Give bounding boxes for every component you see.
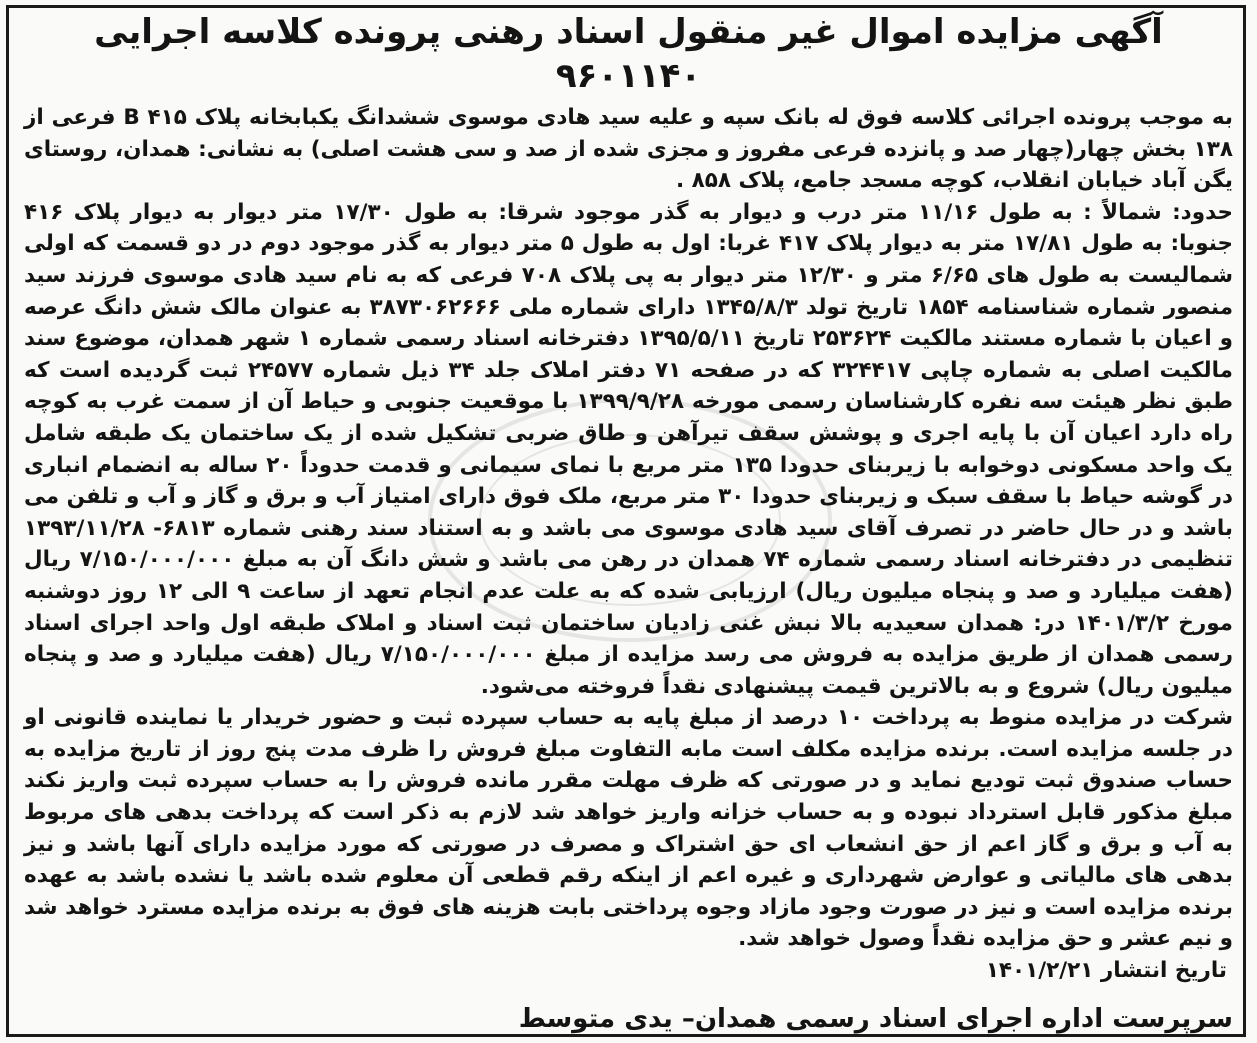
publication-date: تاریخ انتشار ۱۴۰۱/۲/۲۱ — [985, 958, 1227, 984]
signature-line: سرپرست اداره اجرای اسناد رسمی همدان– یدی متوسط — [518, 1004, 1233, 1034]
notice-body — [24, 10, 1233, 987]
notice-paragraph-boundaries: حدود: شمالاً : به طول ۱۱/۱۶ متر درب و دیوار به گذر موجود شرقا: به طول ۱۷/۳۰ متر دیوار به دیوار پلاک ۴۱۶ جنوبا: به طول ۱۷/۸۱ متر به دیوار پلاک ۴۱۷ غربا: اول به طول ۵ متر دیوار به گذر موجود دوم در دو قسمت که اولی شمالیست به طول های ۶/۶۵ متر و ۱۲/۳۰ متر دیوار به پی پلاک ۷۰۸ فرعی که به نام سید هادی موسوی فرزند سید منصور شماره شناسنامه ۱۸۵۴ تاریخ تولد ۱۳۴۵/۸/۳ دارای شماره ملی ۳۸۷۳۰۶۲۶۶۶ به عنوان مالک شش دانگ عرصه و اعیان با شماره مستند مالکیت ۲۵۳۶۲۴ تاریخ ۱۳۹۵/۵/۱۱ دفترخانه اسناد رسمی شماره ۱ شهر همدان، موضوع سند مالکیت اصلی به شماره چاپی ۳۲۴۴۱۷ که در صفحه ۷۱ دفتر املاک جلد ۳۴ ذیل شماره ۲۴۵۷۷ ثبت گردیده است که طبق نظر هیئت سه نفره کارشناسان رسمی مورخه ۱۳۹۹/۹/۲۸ با موقعیت جنوبی و حیاط آن از سمت غرب به کوچه راه دارد اعیان آن با پایه اجری و پوشش سقف تیرآهن و طاق ضربی تشکیل شده از یک ساختمان یک طبقه شامل یک واحد مسکونی دوخوابه با زیربنای حدودا ۱۳۵ متر مربع با نمای سیمانی و قدمت حدوداً ۲۰ ساله به انضمام انباری در گوشه حیاط با سقف سبک و زیربنای حدودا ۳۰ متر مربع، ملک فوق دارای امتیاز آب و برق و گاز و آب و تلفن می باشد و در حال حاضر در تصرف آقای سید هادی موسوی می باشد و به استناد سند رهنی شماره ۶۸۱۳- ۱۳۹۳/۱۱/۲۸ تنظیمی در دفترخانه اسناد رسمی شماره ۷۴ همدان در رهن می باشد و شش دانگ آن به مبلغ ۷/۱۵۰/۰۰۰/۰۰۰ ریال (هفت میلیارد و صد و پنجاه میلیون ریال) ارزیابی شده که به علت عدم انجام تعهد از ساعت ۹ الی ۱۲ روز دوشنبه مورخ ۱۴۰۱/۳/۲ در: همدان سعیدیه بالا نبش غنی زادیان ساختمان ثبت اسناد و املاک طبقه اول واحد اجرای اسناد رسمی همدان از طریق مزایده به فروش می رسد مزایده از مبلغ ۷/۱۵۰/۰۰۰/۰۰۰ ریال (هفت میلیارد و صد و پنجاه میلیون ریال) شروع و به بالاترین قیمت پیشنهادی نقداً فروخته می‌شود. — [24, 199, 1234, 699]
notice-paragraph-conditions: شرکت در مزایده منوط به پرداخت ۱۰ درصد از مبلغ پایه به حساب سپرده ثبت و حضور خریدار یا نماینده قانونی او در جلسه مزایده است. برنده مزایده مکلف است مابه التفاوت مبلغ فروش را ظرف مدت پنج روز از تاریخ مزایده به حساب صندوق ثبت تودیع نماید و در صورتی که ظرف مهلت مقرر مانده فروش را به حساب سپرده ثبت واریز نکند مبلغ مذکور قابل استرداد نبوده و به حساب خزانه واریز خواهد شد لازم به ذکر است که پرداخت بدهی های مربوط به آب و برق و گاز اعم از حق انشعاب ای حق اشتراک و مصرف در صورتی که مورد مزایده دارای آنها باشد و نیز بدهی های مالیاتی و عوارض شهرداری و غیره اعم از اینکه رقم قطعی آن معلوم شده باشد یا نشده باشد به عهده برنده مزایده است و نیز در صورت وجود مازاد وجوه پرداختی بابت هزینه های فوق به برنده مزایده مسترد خواهد شد و نیم عشر و حق مزایده نقداً وصول خواهد شد. — [24, 705, 1233, 952]
notice-paragraph-property: به موجب پرونده اجرائی کلاسه فوق له بانک سپه و علیه سید هادی موسوی ششدانگ یکبابخانه پلاک B ۴۱۵ فرعی از ۱۳۸ بخش چهار(چهار صد و پانزده فرعی مفروز و مجزی شده از صد و سی هشت اصلی) به نشانی: همدان، روستای یگن آباد خیابان انقلاب، کوچه مسجد جامع، پلاک ۸۵۸ . — [24, 105, 1234, 194]
notice-title: آگهی مزایده اموال غیر منقول اسناد رهنی پرونده کلاسه اجرایی ۹۶۰۱۱۴۰ — [94, 12, 1163, 96]
